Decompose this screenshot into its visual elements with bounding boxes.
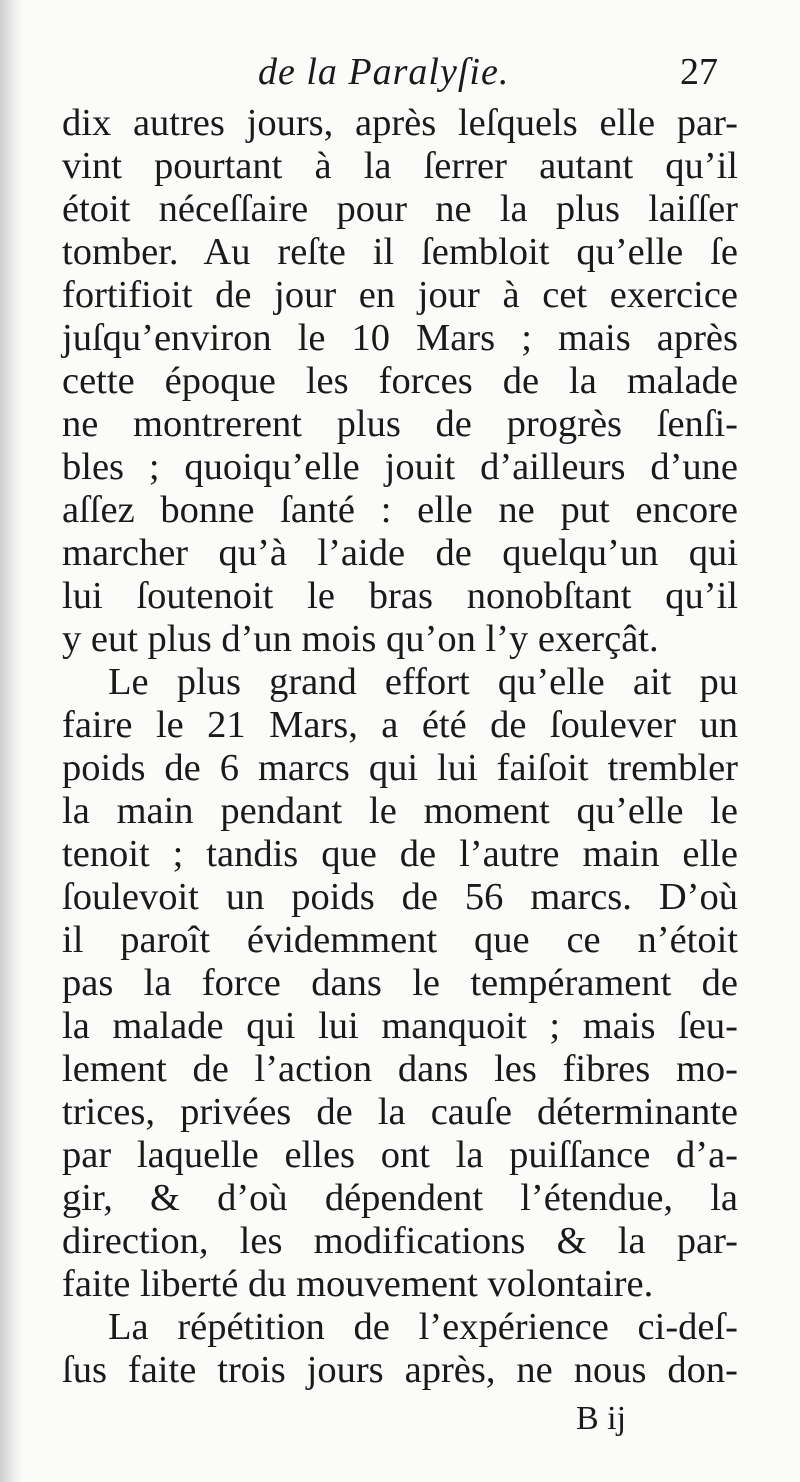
- text-line: lui ſoutenoit le bras nonobſtant qu’il: [62, 575, 738, 617]
- text-line: il paroît évidemment que ce n’étoit: [62, 919, 738, 961]
- text-line: la main pendant le moment qu’elle le: [62, 790, 738, 832]
- text-line: ſoulevoit un poids de 56 marcs. D’où: [62, 876, 738, 918]
- text-line: direction, les modifications & la par-: [62, 1220, 738, 1262]
- text-line: faite liberté du mouvement volontaire.: [62, 1263, 654, 1305]
- text-line: tomber. Au reſte il ſembloit qu’elle ſe: [62, 231, 738, 273]
- page-gutter-shadow: [0, 0, 22, 1482]
- text-line: par laquelle elles ont la puiſſance d’a-: [62, 1134, 738, 1176]
- text-line: y eut plus d’un mois qu’on l’y exerçât.: [62, 618, 659, 660]
- page-header: [0, 42, 800, 102]
- text-line: étoit néceſſaire pour ne la plus laiſſer: [62, 188, 738, 230]
- text-line: marcher qu’à l’aide de quelqu’un qui: [62, 532, 738, 574]
- text-line: tenoit ; tandis que de l’autre main elle: [62, 833, 738, 875]
- text-line: dix autres jours, après leſquels elle par-: [62, 102, 738, 144]
- text-line: gir, & d’où dépendent l’étendue, la: [62, 1177, 738, 1219]
- signature-mark: B ij: [576, 1400, 627, 1437]
- text-line: fortifioit de jour en jour à cet exercice: [62, 274, 738, 316]
- text-line: ſus faite trois jours après, ne nous don-: [62, 1349, 738, 1391]
- text-line: bles ; quoiqu’elle jouit d’ailleurs d’une: [62, 446, 738, 488]
- text-line: faire le 21 Mars, a été de ſoulever un: [62, 704, 738, 746]
- text-line: trices, privées de la cauſe déterminante: [62, 1091, 738, 1133]
- text-line: poids de 6 marcs qui lui faiſoit trembler: [62, 747, 738, 789]
- text-line: La répétition de l’expérience ci-deſ-: [108, 1306, 738, 1348]
- text-line: lement de l’action dans les fibres mo-: [62, 1048, 738, 1090]
- running-title: de la Paralyſie.: [258, 51, 510, 93]
- text-line: la malade qui lui manquoit ; mais ſeu-: [62, 1005, 738, 1047]
- text-line: vint pourtant à la ſerrer autant qu’il: [62, 145, 738, 187]
- text-line: pas la force dans le tempérament de: [62, 962, 738, 1004]
- page-number: 27: [680, 51, 718, 93]
- body-text: [62, 102, 738, 1392]
- text-line: cette époque les forces de la malade: [62, 360, 738, 402]
- text-line: aſſez bonne ſanté : elle ne put encore: [62, 489, 738, 531]
- text-line: ne montrerent plus de progrès ſenſi-: [62, 403, 738, 445]
- text-line: Le plus grand effort qu’elle ait pu: [108, 661, 738, 703]
- text-line: juſqu’environ le 10 Mars ; mais après: [62, 317, 738, 359]
